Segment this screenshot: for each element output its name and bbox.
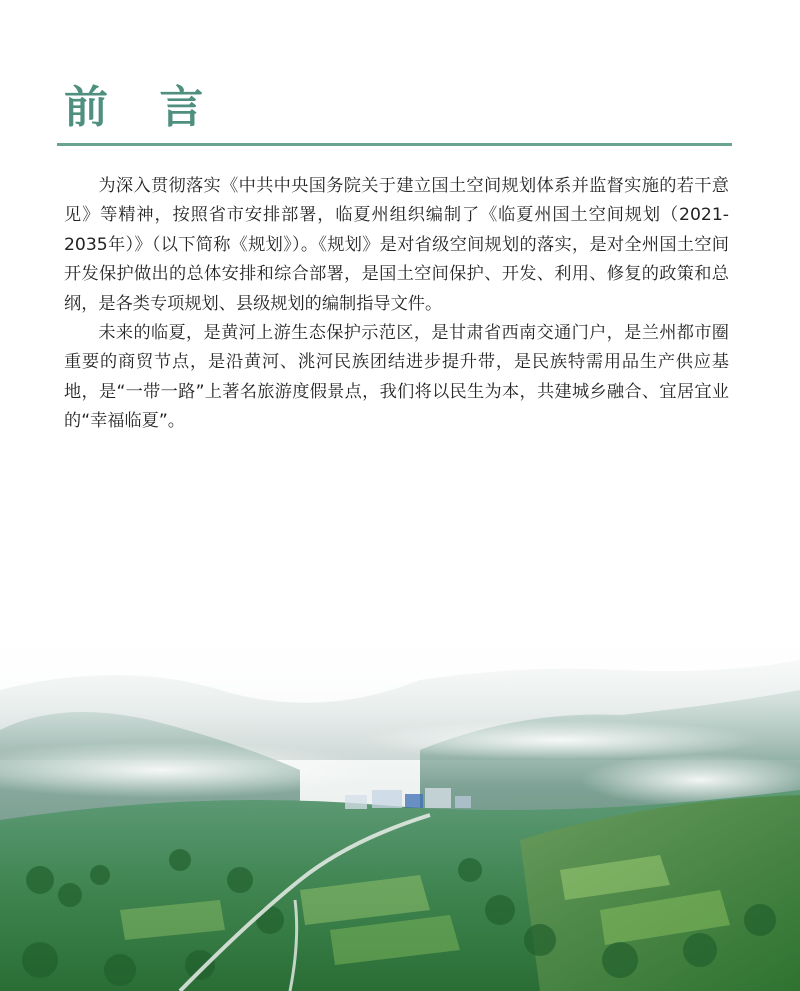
paragraph-2: 未来的临夏，是黄河上游生态保护示范区，是甘肃省西南交通门户，是兰州都市圈重要的商贸节点，是沿黄河、洮河民族团结进步提升带，是民族特需用品生产供应基地，是“一带一路”上著名旅游度假景点，我们将以民生为本，共建城乡融合、宜居宜业的“幸福临夏”。 (64, 323, 729, 432)
title-divider (57, 143, 732, 146)
preface-body (64, 172, 729, 437)
page-title: 前 言 (64, 82, 222, 133)
paragraph-1: 为深入贯彻落实《中共中央国务院关于建立国土空间规划体系并监督实施的若干意见》等精神，按照省市安排部署，临夏州组织编制了《临夏州国土空间规划（2021-2035年）》（以下简称《规划》）。《规划》是对省级空间规划的落实，是对全州国土空间开发保护做出的总体安排和综合部署，是国土空间保护、开发、利用、修复的政策和总纲，是各类专项规划、县级规划的编制指导文件。 (64, 176, 729, 314)
landscape-photo (0, 620, 800, 991)
